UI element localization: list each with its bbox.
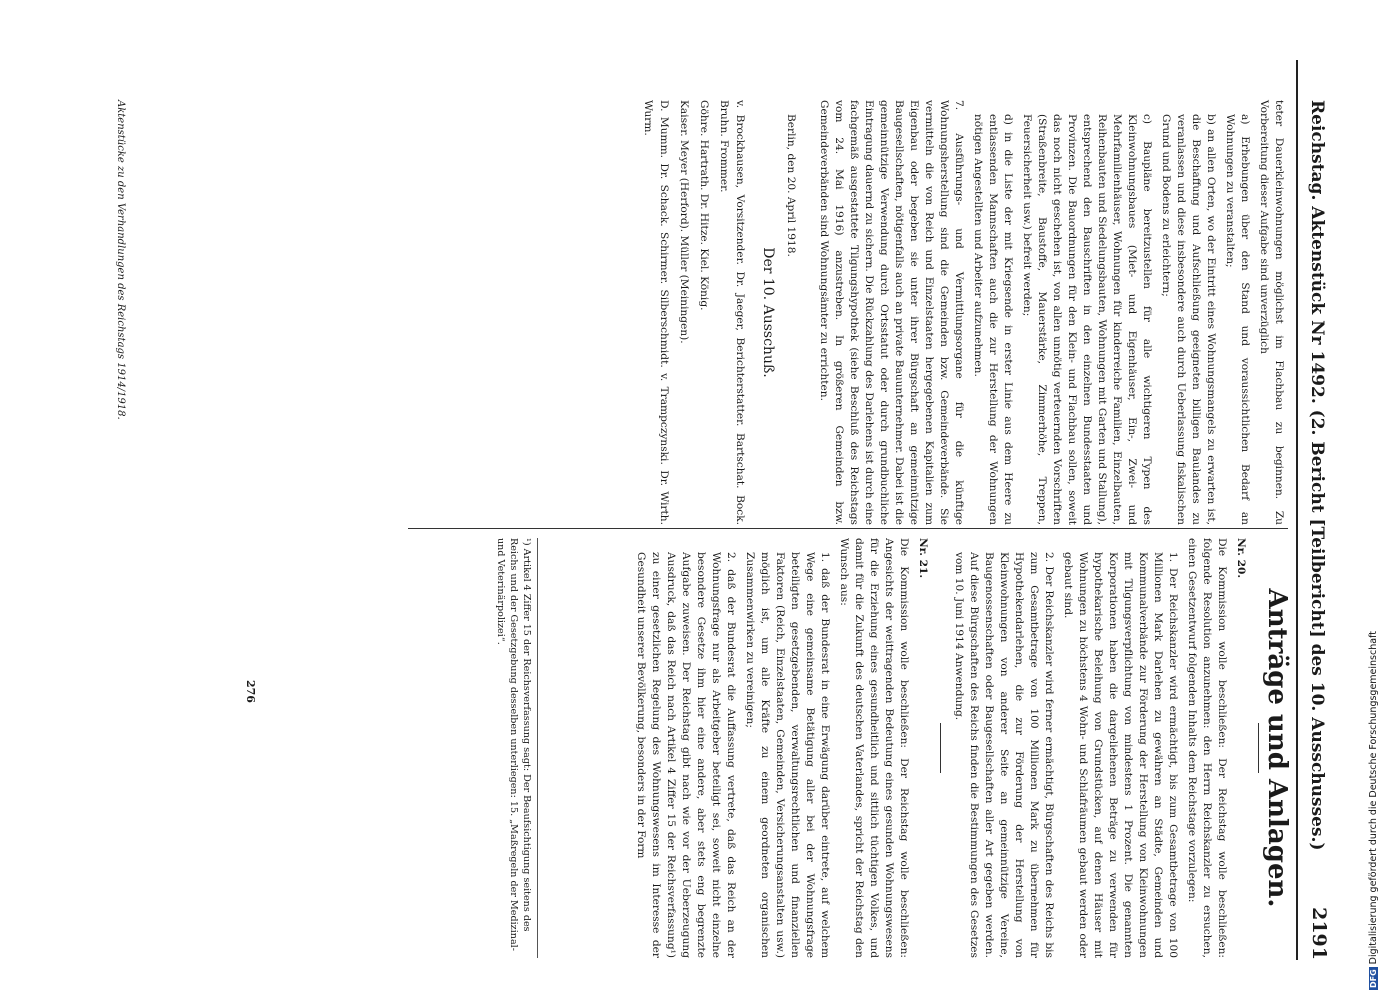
nr20-item-1: 1. Der Reichskanzler wird ermächtigt, bis zum Gesamtbetrage von 100 Millionen Mark Darlehen zu gewähren an Städte, Gemeinden und Kommunalverbände zur Förderung der Herstellung von Kleinwohnungen mit Tilgungsverpflichtung von mindestens 1 Prozent. Die genannten Korporationen haben die dargeliehenen Beträge zu verwenden für hypothekarische Beleihung von Grundstücken, auf denen Häuser mit Wohnungen zu höchstens 4 Wohn- und Schlafräumen gebaut werden oder gebaut sind. xyxy=(1062,552,1179,958)
nr20-item-2: 2. Der Reichskanzler wird ferner ermächtigt, Bürgschaften des Reichs bis zum Gesamtbetrage von 100 Millionen Mark zu übernehmen für Hypothekendarlehen, die zur Förderung der Herstellung von Kleinwohnungen von anderer Seite an gemeinnützige Vereine, Baugenossenschaften oder Baugesellschaften aller Art gegeben werden. Auf diese Bürgschaften des Reichs finden die Bestimmungen des Gesetzes vom 10. Juni 1914 Anwendung. xyxy=(953,552,1055,958)
dfg-logo-icon: DFG xyxy=(1369,969,1378,988)
nr21-item-2: 2. daß der Bundesrat die Auffassung vertrete, daß das Reich an der Wohnungsfrage nur als Arbeitgeber beteiligt sei, soweit nicht einzelne besondere Gesetze ihm hier eine andere, aber stets eng begrenzte Aufgabe zuweisen. Der Reichstag gibt nach wie vor der Ueberzeugung Ausdruck, daß das Reich nach Artikel 4 Ziffer 15 der Reichsverfassung¹) zu einer gesetzlichen Regelung des Wohnungswesens im Interesse der Gesundheit unserer Bevölkerung, besonders in der Form xyxy=(635,552,737,958)
header-title: Reichstag. Aktenstück Nr 1492. (2. Bericht [Teilbericht] des 10. Ausschusses.) xyxy=(1307,100,1327,851)
section-title: Anträge und Anlagen. xyxy=(1262,588,1292,908)
committee-name: Der 10. Ausschuß. xyxy=(760,247,776,378)
intro-paragraph: teter Dauerkleinwohnungen möglichst im Flachbau zu beginnen. Zu Vorbereitung dieser Aufgabe sind unverzüglich xyxy=(1258,100,1285,525)
left-column xyxy=(636,100,1286,525)
item-b: b) an allen Orten, wo der Eintritt eines Wohnungsmangels zu erwarten ist, die Beschaffung und Aufschließung geeigneten billigen Baulandes zu veranlassen und diese insbesondere auch durch Ueberlassung fiskalischen Grund und Bodens zu erleichtern; xyxy=(1160,114,1217,525)
date-line: Berlin, den 20. April 1918. xyxy=(785,114,797,257)
member-line: v. Brockhausen, Vorsitzender. Dr. Jaeger, Berichterstatter. Bartschat. Bock. Bruhn. Frommer. xyxy=(718,100,746,525)
credit-text: Digitalisierung gefördert durch die Deutsche Forschungsgemeinschaft xyxy=(1368,631,1379,965)
separator-rule xyxy=(1258,723,1259,773)
member-line: D. Mumm. Dr. Schack. Schirmer. Silberschmidt. v. Trampczynski. Dr. Wirth. Wurm. xyxy=(642,100,670,525)
nr21-intro: Die Kommission wolle beschließen: Der Reichstag wolle beschließen: Angesichts der weittragenden Bedeutung eines gesunden Wohnungswesens für die Erziehung eines gesundheitlich und sittlich tüchtigen Volkes, und damit für die Zukunft des deutschen Vaterlandes, spricht der Reichstag den Wunsch aus: xyxy=(838,538,910,958)
nr20-intro: Die Kommission wolle beschließen: Der Reichstag wolle beschließen: folgende Resolution anzunehmen: den Herrn Reichskanzler zu ersuchen, einen Gesetzentwurf folgenden Inhalts dem Reichstage vorzulegen: xyxy=(1186,538,1228,958)
member-line: Göhre. Hartrath. Dr. Hitze. Kiel. König. xyxy=(698,100,710,311)
item-a: a) Erhebungen über den Stand und voraussichtlichen Bedarf an Wohnungen zu veranstalten; xyxy=(1224,114,1251,525)
nr20-heading: Nr. 20. xyxy=(1235,538,1247,579)
left-footer: Aktenstücke zu den Verhandlungen des Reichstags 1914/1918. xyxy=(115,100,126,420)
item-7: 7. Ausführungs- und Vermittlungsorgane für die künftige Wohnungsherstellung sind die Gemeinden bzw. Gemeindeverbände. Sie vermitteln die von Reich und Einzelstaaten hergegebenen Kapitalien zum Eigenbau oder begeben sie unter ihrer Bürgschaft an gemeinnützige Baugesellschaften, nötigenfalls auch an private Bauunternehmer. Dabei ist die gemeinnützige Verwendung durch Ortsstatut oder durch grundbuchliche Eintragung dauernd zu sichern. Die Rückzahlung des Darlehens ist durch eine fachgemäß ausgestattete Tilgungshypothek (siehe Beschluß des Reichstags vom 24. Mai 1916) anzustreben. In größeren Gemeinden bzw. Gemeindeverbänden sind Wohnungsämter zu errichten. xyxy=(818,100,965,525)
nr21-item-1: 1. daß der Bundesrat in eine Erwägung darüber eintrete, auf welchem Wege eine gemeinsame Betätigung aller bei der Wohnungsfrage beteiligten gesetzgebenden, verwaltungsrechtlichen und finanziellen Faktoren (Reich, Einzelstaaten, Gemeinden, Versicherungsanstalten usw.) möglich ist, um alle Kräfte zu einem geordneten organischen Zusammenwirken zu vereinigen; xyxy=(744,552,831,958)
nr21-heading: Nr. 21. xyxy=(917,538,929,579)
footnote: ¹) Artikel 4 Ziffer 15 der Reichsverfassung sagt: Der Beaufsichtigung seitens des Reichs und der Gesetzgebung desselben unterliegen: 15. „Maßregeln der Medizinal- und Veterinärpolizei“. xyxy=(494,538,538,958)
separator-rule xyxy=(940,723,941,773)
header-page-number: 2191 xyxy=(1308,907,1330,960)
member-list xyxy=(640,100,748,525)
member-line: Kaiser. Meyer (Herford). Müller (Meiningen). xyxy=(678,100,690,344)
document-page xyxy=(58,60,1328,960)
digitization-credit xyxy=(1368,631,1379,990)
right-column xyxy=(629,538,1292,958)
column-divider xyxy=(408,528,1288,529)
item-c: c) Baupläne bereitzustellen für alle wichtigeren Typen des Kleinwohnungsbaues (Miet- und Eigenhäuser, Ein-, Zwei- und Mehrfamilienhäuser, Wohnungen für kinderreiche Familien, Einzelbauten, Reihenbauten und Siedelungsbauten, Wohnungen mit Garten und Stallung), entsprechend den Bauschriften in den einzelnen Bundesstaaten und Provinzen. Die Bauordnungen für den Klein- und Flachbau sollen, soweit das noch nicht geschehen ist, von allen unnötig verteuernden Vorschriften (Straßenbreite, Baustoffe, Mauerstärke, Zimmerhöhe, Treppen, Feuersicherheit usw.) befreit werden; xyxy=(1021,114,1153,525)
item-d: d) in die Liste der mit Kriegsende in erster Linie aus dem Heere zu entlassenden Mannschaften auch die zur Herstellung der Wohnungen nötigen Angestellten und Arbeiter aufzunehmen. xyxy=(972,114,1014,525)
page-header xyxy=(1296,60,1328,960)
page-footer-number: 276 xyxy=(244,680,257,703)
